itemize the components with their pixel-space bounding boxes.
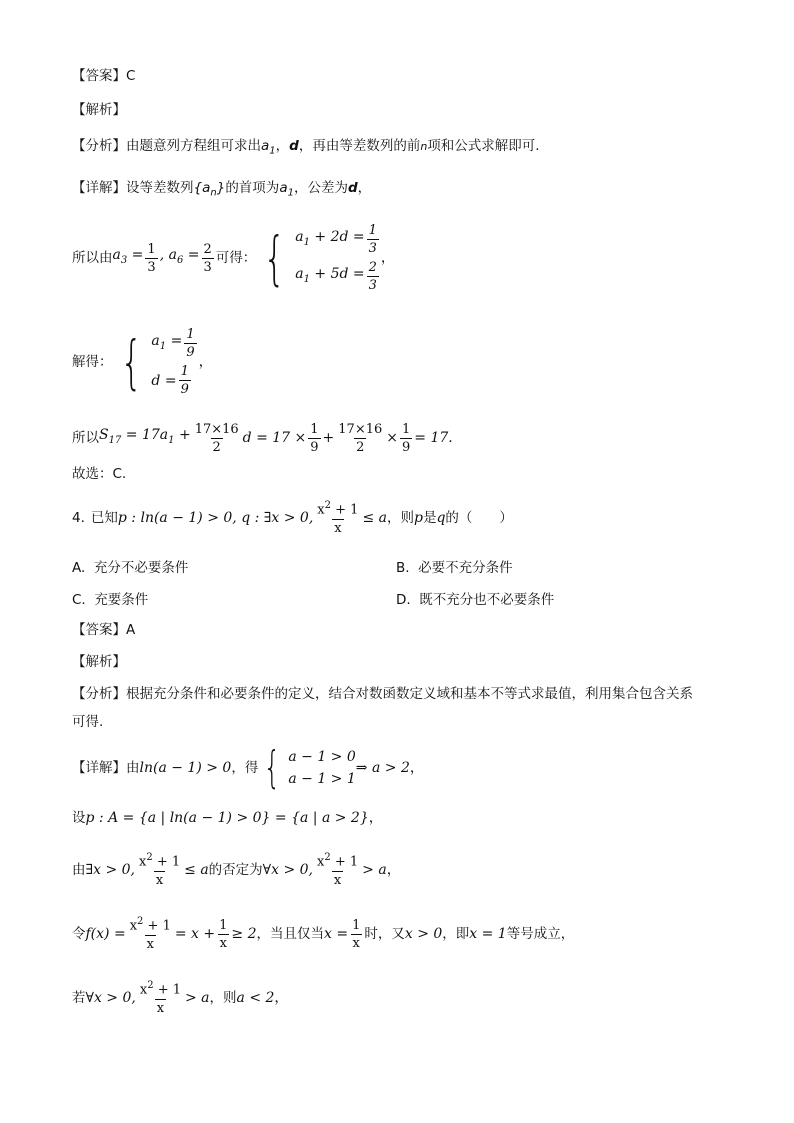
sum-prefix: 所以 [72, 430, 99, 446]
q3-sum-line: 所以 $S_{17} = 17a_1$ + $\frac{17\times 16}{2}$ d = 17 × $\frac{1}{9}$ + $\frac{17\times 16}{2}$ × $\frac{1}{9}$ = 17. [72, 421, 453, 455]
detail-text: ， [357, 180, 372, 196]
given-suffix: 可得： [215, 250, 257, 266]
fenxi-text: ，再由等差数列的前 [298, 138, 421, 154]
equation-system: { $a_1 + 2d$ = $\frac{1}{3}$ $a_1 + 5d$ = $\frac{2}{3}$ [263, 223, 377, 293]
q4-fenxi-line [72, 684, 693, 704]
neg-mid: 的否定为 [208, 862, 263, 878]
detail-tag: 【详解】 [72, 760, 126, 776]
let-prefix: 令 [72, 926, 86, 942]
q3-fenxi-line [72, 136, 540, 162]
detail-tag: 【详解】 [72, 180, 126, 196]
answer-tag: 【答案】 [72, 622, 126, 638]
q4-fenxi-line2: 可得. [72, 714, 104, 730]
detail-text: ，得 [231, 760, 259, 776]
q4-let-line: 令 f(x) = $\frac{x^2 + 1}{x}$ = x + $\frac{1}{x}$ ≥ 2 ，当且仅当 x = $\frac{1}{x}$ 时，又 x > 0 ，即 x = 1 等号成立， [72, 916, 575, 952]
math-n: n [420, 140, 428, 153]
math-a1: $a_1$ [261, 138, 276, 157]
let-mid3: ，即 [442, 926, 470, 942]
q4-detail-line: 【详解】 由 ln(a − 1) > 0 ，得 { a − 1 > 0 a − 1 > 1 ⇒ a > 2 ， [72, 742, 424, 793]
detail-text: 设等差数列 [126, 180, 194, 196]
option-b: B. 必要不充分条件 [396, 560, 513, 576]
math-seq: $\{a_n\}$ [193, 180, 226, 199]
q4-set-line: 设p : A = {a | ln(a − 1) > 0} = {a | a > 2}， [72, 810, 383, 826]
math-d: d [289, 138, 299, 154]
math-pq: p : ln(a − 1) > 0, q : ∃x > 0, [117, 510, 314, 526]
math-a1: $a_1$ [279, 180, 294, 199]
let-suffix: 等号成立， [506, 926, 575, 942]
if-prefix: 若 [72, 990, 86, 1006]
q3-conclusion: 故选：C. [72, 466, 127, 482]
given-prefix: 所以由 [72, 250, 113, 266]
q4-stem: 4. 已知 p : ln(a − 1) > 0, q : ∃x > 0, $\frac{x^2 + 1}{x}$ ≤ a ，则 p 是 q 的（ ） [72, 500, 513, 536]
solve-prefix: 解得： [72, 354, 113, 370]
set-prefix: 设 [72, 810, 86, 826]
answer-value: C [126, 68, 136, 84]
detail-text: ，公差为 [293, 180, 348, 196]
q4-analysis-tag: 【解析】 [72, 654, 126, 670]
fenxi-tag: 【分析】 [72, 138, 126, 154]
fraction: $\frac{1}{3}$ [147, 241, 156, 275]
stem-text: 的（ ） [445, 510, 513, 526]
neg-prefix: 由 [72, 862, 86, 878]
q3-given-line: 所以由 $a_3$ = $\frac{1}{3}$ , $a_6$ = $\frac{2}{3}$ 可得： { $a_1 + 2d$ = $\frac{1}{3}$ $a_1 + 5d$ = $\frac{2}{3}$ ， [72, 223, 395, 293]
stem-text: ，则 [386, 510, 414, 526]
q3-detail-line [72, 178, 371, 204]
q3-solve-line: 解得： { $a_1$ = $\frac{1}{9}$ d = $\frac{1}{9}$ ， [72, 327, 213, 397]
detail-text: 由 [126, 760, 140, 776]
q4-answer-line [72, 620, 135, 640]
let-mid: ，当且仅当 [256, 926, 324, 942]
q3-answer-line [72, 66, 135, 86]
answer-tag: 【答案】 [72, 68, 126, 84]
if-mid: ，则 [209, 990, 237, 1006]
math-sum: $S_{17} = 17a_1$ + [99, 427, 191, 446]
math-given: $a_3$ = [112, 247, 144, 266]
stem-text: 是 [422, 510, 437, 526]
option-a: A. 充分不必要条件 [72, 560, 189, 576]
question-number: 4. [72, 510, 85, 526]
fenxi-text: 由题意列方程组可求出 [126, 138, 261, 154]
fenxi-text: 根据充分条件和必要条件的定义，结合对数函数定义域和基本不等式求最值，利用集合包含关系 [126, 686, 693, 702]
solution-system: { $a_1$ = $\frac{1}{9}$ d = $\frac{1}{9}$ [119, 327, 195, 397]
detail-text: 的首项为 [225, 180, 280, 196]
q3-analysis-tag: 【解析】 [72, 102, 126, 118]
let-mid2: 时，又 [364, 926, 405, 942]
option-d: D. 既不充分也不必要条件 [396, 592, 555, 608]
inequality-system: { a − 1 > 0 a − 1 > 1 [263, 742, 356, 793]
q4-if-line: 若 ∀x > 0, $\frac{x^2 + 1}{x}$ > a ，则 a < 2 ， [72, 980, 289, 1016]
q4-negation-line: 由 ∃x > 0, $\frac{x^2 + 1}{x}$ ≤ a 的否定为 ∀x > 0, $\frac{x^2 + 1}{x}$ > a ， [72, 852, 401, 888]
math-d: d [347, 180, 358, 196]
fenxi-text: 项和公式求解即可. [427, 138, 540, 154]
fraction: $\frac{2}{3}$ [203, 241, 212, 275]
fenxi-tag: 【分析】 [72, 686, 126, 702]
option-c: C. 充要条件 [72, 592, 149, 608]
fenxi-text: ， [275, 138, 290, 154]
stem-text: 已知 [90, 510, 118, 526]
answer-value: A [126, 622, 136, 638]
